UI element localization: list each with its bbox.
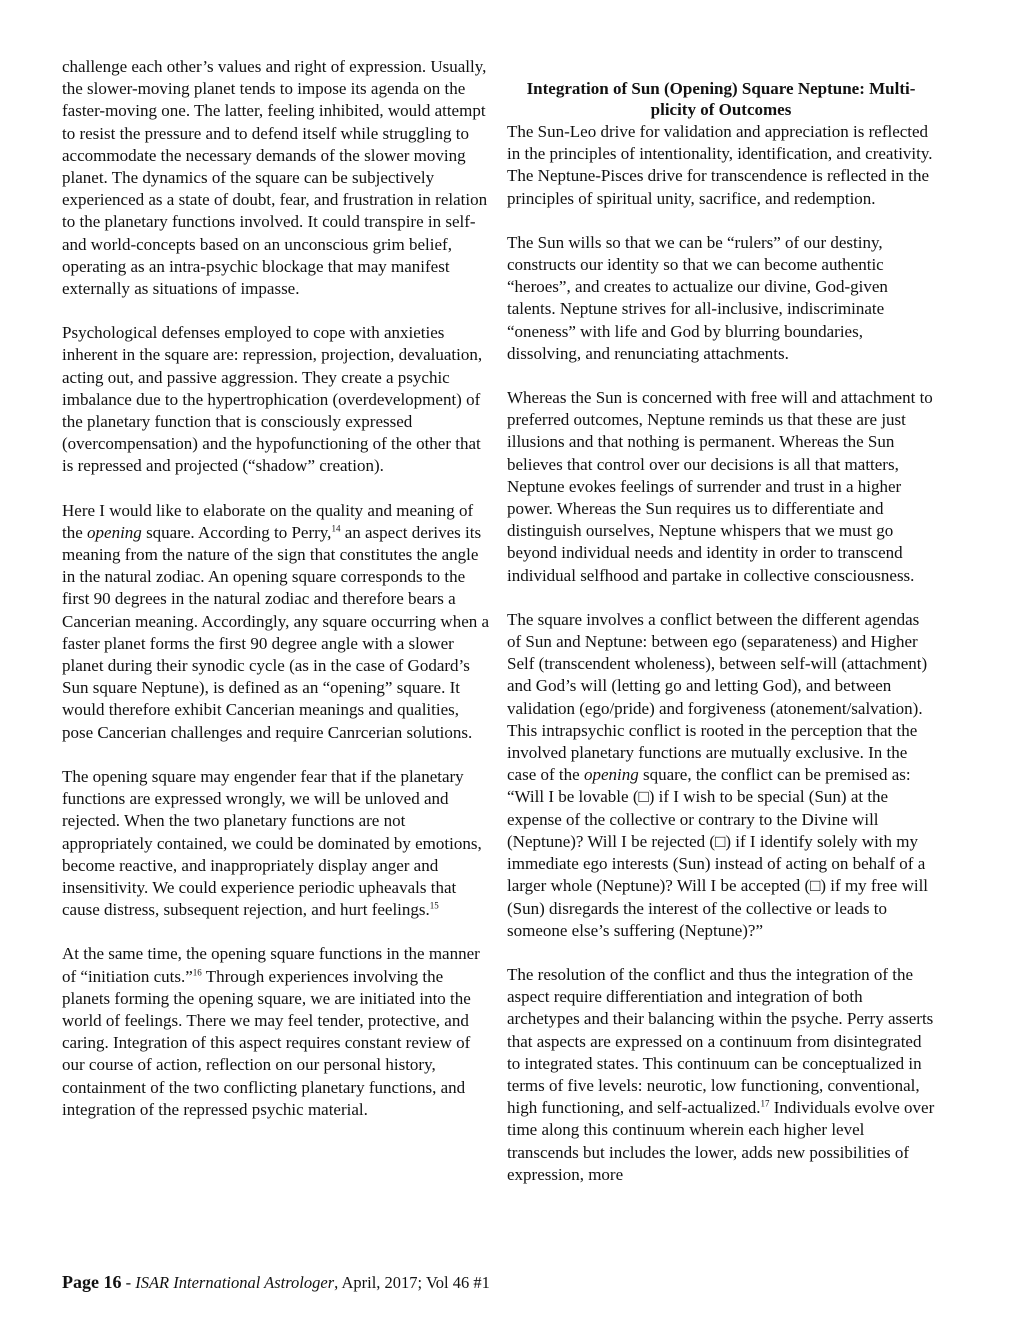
emphasis-opening: opening — [583, 765, 639, 785]
paragraph: The opening square may engender fear that if the planetary functions are expressed wrongly, we will be unloved and rejected. When the two planetary functions are not appropriately contained, we could be dominated by emotions, become reactive, and inappropriately display anger and insensitivity. We could experience periodic upheavals that cause distress, subsequent rejection, and hurt feelings.$^{15}$ — [62, 766, 482, 920]
section-heading: Integration of Sun (Opening) Square Neptune: Multiplicity of Outcomes — [526, 79, 916, 119]
paragraph: At the same time, the opening square functions in the manner of “initiation cuts.”$^{16}$ Through experiences involving the planets forming the opening square, we are initiated into the world of feelings. There we may feel tender, protective, and caring. Integration of this aspect requires constant review of our course of action, reflection on our personal history, containment of the two conflicting planetary functions, and integration of the repressed psychic material. — [62, 944, 480, 1119]
paragraph: challenge each other’s values and right of expression. Usually, the slower-moving planet tends to impose its agenda on the faster-moving one. The latter, feeling inhibited, would attempt to resist the pressure and to defend itself while struggling to accommodate the necessary demands of the slower moving planet. The dynamics of the square can be subjectively experienced as a state of doubt, fear, and frustration in relation to the planetary functions involved. It could transpire in self- and world-concepts based on an unconscious grim belief, operating as an intra-psychic blockage that may manifest externally as situations of impasse. — [62, 57, 488, 299]
footer-separator: - — [121, 1273, 136, 1292]
issue-info: , April, 2017; Vol 46 #1 — [334, 1273, 490, 1292]
emphasis-opening: opening — [87, 522, 142, 542]
right-column — [507, 56, 935, 1186]
footnote-ref-16: 16 — [192, 966, 202, 977]
paragraph: The square involves a conflict between the different agendas of Sun and Neptune: between ego (separateness) and Higher Self (transcendent wholeness), between self-will (attachment) and God’s will (letting go and letting God), and between validation (ego/pride) and forgiveness (atonement/salvation). This intrapsychic conflict is rooted in the perception that the involved planetary functions are mutually exclusive. In the case of the opening square, the conflict can be premised as: “Will I be lovable (□) if I wish to be special (Sun) at the expense of the collective or contrary to the Divine will (Neptune)? Will I be rejected (□) if I identify solely with my immediate ego interests (Sun) instead of acting on behalf of a larger whole (Neptune)? Will I be accepted (□) if my free will (Sun) disregards the interest of the collective or leads to someone else’s suffering (Neptune)?” — [507, 609, 929, 940]
footnote-ref-14: 14 — [331, 523, 341, 534]
publication-title: ISAR International Astrologer — [135, 1273, 335, 1292]
left-column — [62, 56, 490, 1121]
page-number: Page 16 — [62, 1272, 122, 1292]
paragraph: Here I would like to elaborate on the quality and meaning of the opening square. According to Perry,$^{14}$ an aspect derives its meaning from the nature of the sign that constitutes the angle in the natural zodiac. An opening square corresponds to the first 90 degrees in the natural zodiac and therefore bears a Cancerian meaning. Accordingly, any square occurring when a faster planet forms the first 90 degree angle with a slower planet during their synodic cycle (as in the case of Godard’s Sun square Neptune), is defined as an “opening” square. It would therefore exhibit Cancerian meanings and qualities, pose Cancerian challenges and require Canrcerian solutions. — [62, 500, 490, 742]
footnote-ref-17: 17 — [760, 1098, 770, 1109]
paragraph: Whereas the Sun is concerned with free will and attachment to preferred outcomes, Neptune reminds us that these are just illusions and that nothing is permanent. Whereas the Sun believes that control over our decisions is all that matters, Neptune evokes feelings of surrender and trust in a higher power. Whereas the Sun requires us to differentiate and distinguish ourselves, Neptune whispers that we must go beyond individual needs and identity in order to transcend individual selfhood and partake in collective consciousness. — [507, 388, 933, 585]
footnote-ref-15: 15 — [429, 900, 439, 911]
paragraph: Psychological defenses employed to cope with anxieties inherent in the square are: repression, projection, devaluation, acting out, and passive aggression. They create a psychic imbalance due to the hypertrophication (overdevelopment) of the planetary function that is consciously expressed (overcompensation) and the hypofunctioning of the other that is repressed and projected (“shadow” creation). — [62, 323, 483, 476]
paragraph: The resolution of the conflict and thus the integration of the aspect require differentiation and integration of both archetypes and their balancing within the psyche. Perry asserts that aspects are expressed on a continuum from disintegrated to integrated states. This continuum can be conceptualized in terms of five levels: neurotic, low functioning, conventional, high functioning, and self-actualized.$^{17}$ Individuals evolve over time along this continuum wherein each higher level transcends but includes the lower, adds new possibilities of expression, more — [507, 964, 935, 1184]
paragraph: The Sun wills so that we can be “rulers” of our destiny, constructs our identity so that we can become authentic “heroes”, and creates to actualize our divine, God-given talents. Neptune strives for all-inclusive, indiscriminate “oneness” with life and God by blurring boundaries, dissolving, and renunciating attachments. — [507, 232, 888, 363]
paragraph: The Sun-Leo drive for validation and appreciation is reflected in the principles of intentionality, identification, and creativity. The Neptune-Pisces drive for transcendence is reflected in the principles of spiritual unity, sacrifice, and redemption. — [507, 122, 933, 208]
page-footer — [62, 1272, 490, 1293]
